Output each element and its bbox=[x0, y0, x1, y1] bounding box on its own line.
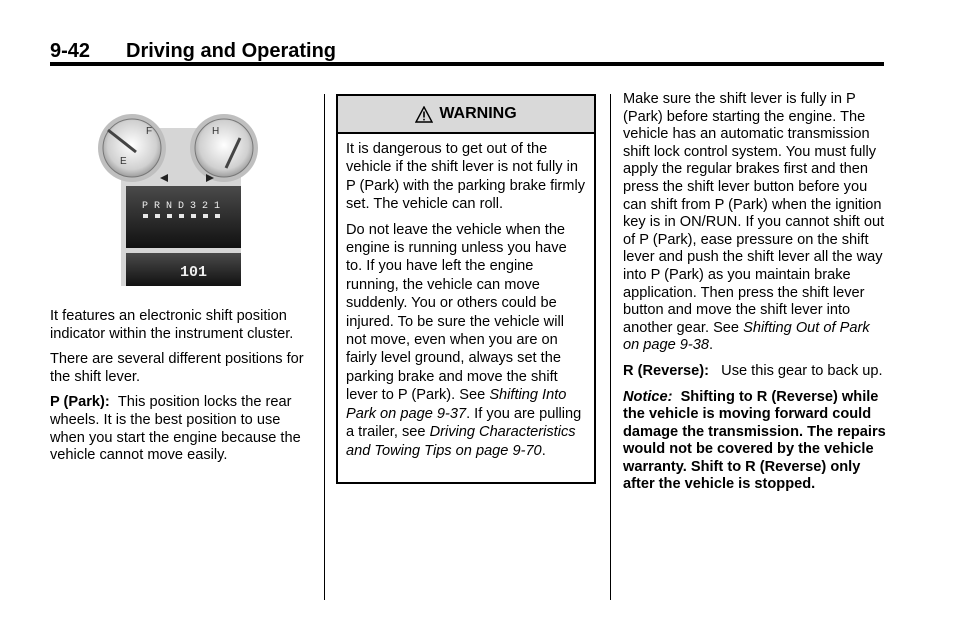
column-1-text bbox=[50, 308, 312, 473]
warning-heading: WARNING bbox=[439, 105, 517, 122]
shift-lock-end: . bbox=[709, 337, 714, 354]
odometer-readout: 101 bbox=[180, 264, 208, 281]
temp-hot-label: H bbox=[212, 126, 220, 137]
column-3-text bbox=[623, 91, 887, 502]
gear-sequence-label: P R N D 3 2 1 bbox=[142, 201, 221, 212]
paragraph-park bbox=[50, 394, 312, 464]
column-divider-1 bbox=[324, 94, 325, 600]
warning-paragraph-1: It is dangerous to get out of the vehicle if the shift lever is not fully in P (Park) with the parking brake firmly set. The vehicle can roll. bbox=[346, 141, 585, 213]
paragraph-positions: There are several different positions for the shift lever. bbox=[50, 351, 304, 385]
warning-p2-mid: . If you are pulling a trailer, see bbox=[346, 405, 582, 441]
page-header bbox=[50, 38, 884, 68]
warning-p2-end: . bbox=[541, 442, 546, 459]
reverse-label: R (Reverse): bbox=[623, 362, 709, 379]
warning-paragraph-2 bbox=[346, 221, 586, 460]
section-title: Driving and Operating bbox=[126, 40, 337, 62]
park-text: This position locks the rear wheels. It is the best position to use when you start the engine because the vehicle cannot move easily. bbox=[50, 394, 301, 464]
warning-header bbox=[338, 96, 594, 134]
warning-body bbox=[338, 134, 594, 460]
paragraph-intro: It features an electronic shift position indicator within the instrument cluster. bbox=[50, 308, 294, 342]
warning-box bbox=[336, 94, 596, 484]
paragraph-reverse bbox=[623, 363, 887, 381]
shifting-into-park-ref[interactable]: Shifting Into Park on page 9‑37 bbox=[346, 387, 567, 422]
fuel-full-label: F bbox=[146, 126, 153, 137]
instrument-cluster-figure bbox=[96, 108, 266, 286]
shift-lock-text: Make sure the shift lever is fully in P (Park) before starting the engine. The vehicle has an automatic transmission shift lock control system. You must fully apply the regular brakes first and then press the shift lever button before you can shift from P (Park) when the ignition key is in ON/RUN. If you cannot shift out of P (Park), ease pressure on the shift lever and push the shift lever all the way into P (Park) as you maintain brake application. Then press the shift lever button and move the shift lever into another gear. See bbox=[623, 91, 885, 336]
warning-p2-text: Do not leave the vehicle when the engine is running unless you have to. If you have left the engine running, the vehicle can move suddenly. You or others could be injured. To be sure the vehicle will not move, even when you are on fairly level ground, always set the parking brake and move the shift lever to P (Park). See bbox=[346, 221, 567, 404]
page-number: 9-42 bbox=[50, 40, 91, 62]
reverse-text: Use this gear to back up. bbox=[721, 362, 883, 379]
instrument-cluster-illustration bbox=[96, 108, 266, 286]
paragraph-notice bbox=[623, 389, 887, 495]
shifting-out-of-park-ref[interactable]: Shifting Out of Park on page 9‑38 bbox=[623, 319, 870, 354]
notice-text: Shifting to R (Reverse) while the vehicle is moving forward could damage the transmission. The repairs would not be covered by the vehicle warranty. Shift to R (Reverse) only after the vehicle is stopped. bbox=[623, 388, 886, 493]
notice-label: Notice: bbox=[623, 388, 673, 405]
paragraph-shift-lock bbox=[623, 91, 887, 355]
park-label: P (Park): bbox=[50, 394, 110, 411]
header-rule bbox=[50, 62, 884, 66]
driving-characteristics-ref[interactable]: Driving Characteristics and Towing Tips on page 9‑70 bbox=[346, 424, 576, 459]
fuel-empty-label: E bbox=[120, 156, 127, 167]
warning-triangle-icon bbox=[415, 106, 433, 123]
column-divider-2 bbox=[610, 94, 611, 600]
